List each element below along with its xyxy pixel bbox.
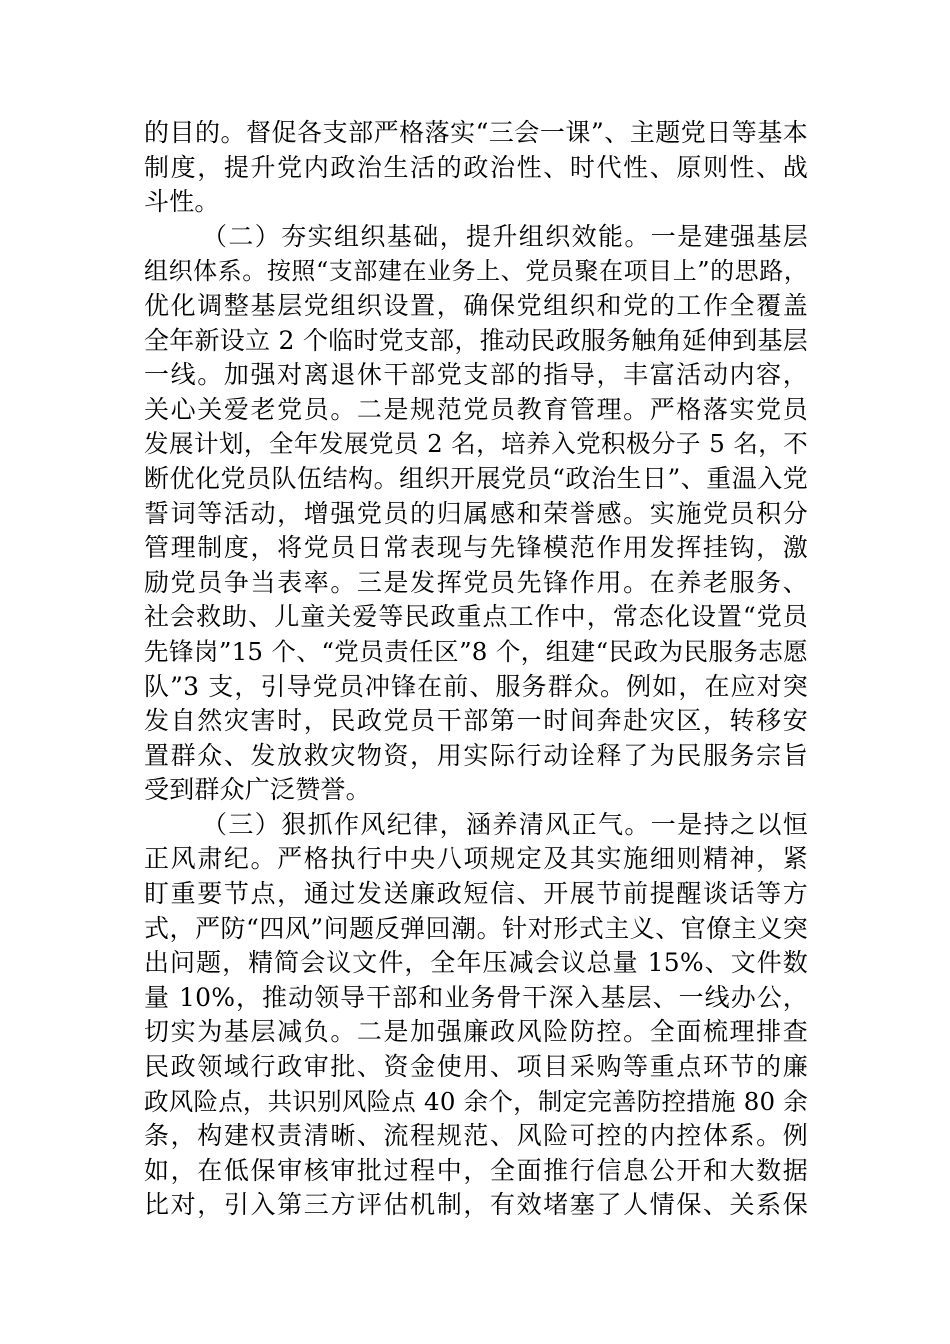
text-line: 盯重要节点，通过发送廉政短信、开展节前提醒谈话等方 xyxy=(144,879,808,909)
text-line: 管理制度，将党员日常表现与先锋模范作用发挥挂钩，激 xyxy=(144,533,808,563)
text-line: 制度，提升党内政治生活的政治性、时代性、原则性、战 xyxy=(144,152,808,182)
text-line: 优化调整基层党组织设置，确保党组织和党的工作全覆盖 xyxy=(144,290,808,320)
text-line: 民政领域行政审批、资金使用、项目采购等重点环节的廉 xyxy=(144,1052,808,1082)
text-line: 式，严防“四风”问题反弹回潮。针对形式主义、官僚主义突 xyxy=(144,913,808,943)
text-line: 如，在低保审核审批过程中，全面推行信息公开和大数据 xyxy=(144,1155,808,1185)
paragraph-first-line: （三）狠抓作风纪律，涵养清风正气。一是持之以恒 xyxy=(202,809,808,839)
text-line: 社会救助、儿童关爱等民政重点工作中，常态化设置“党员 xyxy=(144,602,808,632)
text-line: 励党员争当表率。三是发挥党员先锋作用。在养老服务、 xyxy=(144,567,808,597)
paragraph-first-line: （二）夯实组织基础，提升组织效能。一是建强基层 xyxy=(202,221,808,251)
text-line: 全年新设立 2 个临时党支部，推动民政服务触角延伸到基层 xyxy=(144,325,808,355)
text-line: 受到群众广泛赞誉。 xyxy=(144,775,371,805)
text-line: 先锋岗”15 个、“党员责任区”8 个，组建“民政为民服务志愿 xyxy=(144,636,808,666)
text-line: 组织体系。按照“支部建在业务上、党员聚在项目上”的思路， xyxy=(144,257,808,286)
text-line: 正风肃纪。严格执行中央八项规定及其实施细则精神，紧 xyxy=(144,844,808,874)
text-line: 量 10%，推动领导干部和业务骨干深入基层、一线办公， xyxy=(144,982,808,1012)
text-line: 条，构建权责清晰、流程规范、风险可控的内控体系。例 xyxy=(144,1121,808,1151)
text-line: 断优化党员队伍结构。组织开展党员“政治生日”、重温入党 xyxy=(144,463,808,493)
text-line: 队”3 支，引导党员冲锋在前、服务群众。例如，在应对突 xyxy=(144,671,808,701)
text-line: 政风险点，共识别风险点 40 余个，制定完善防控措施 80 余 xyxy=(144,1086,808,1116)
text-line: 誓词等活动，增强党员的归属感和荣誉感。实施党员积分 xyxy=(144,498,808,528)
text-line: 关心关爱老党员。二是规范党员教育管理。严格落实党员 xyxy=(144,394,808,424)
body-text xyxy=(144,116,808,1223)
text-line: 发展计划，全年发展党员 2 名，培养入党积极分子 5 名，不 xyxy=(144,429,808,459)
text-line: 的目的。督促各支部严格落实“三会一课”、主题党日等基本 xyxy=(144,118,808,147)
text-line: 一线。加强对离退休干部党支部的指导，丰富活动内容， xyxy=(144,360,808,390)
text-line: 斗性。 xyxy=(144,187,220,217)
text-line: 置群众、发放救灾物资，用实际行动诠释了为民服务宗旨 xyxy=(144,740,808,770)
text-line: 发自然灾害时，民政党员干部第一时间奔赴灾区，转移安 xyxy=(144,706,808,736)
text-line: 比对，引入第三方评估机制，有效堵塞了人情保、关系保 xyxy=(144,1190,808,1220)
text-line: 切实为基层减负。二是加强廉政风险防控。全面梳理排查 xyxy=(144,1017,808,1047)
text-line: 出问题，精简会议文件，全年压减会议总量 15%、文件数 xyxy=(144,948,808,978)
